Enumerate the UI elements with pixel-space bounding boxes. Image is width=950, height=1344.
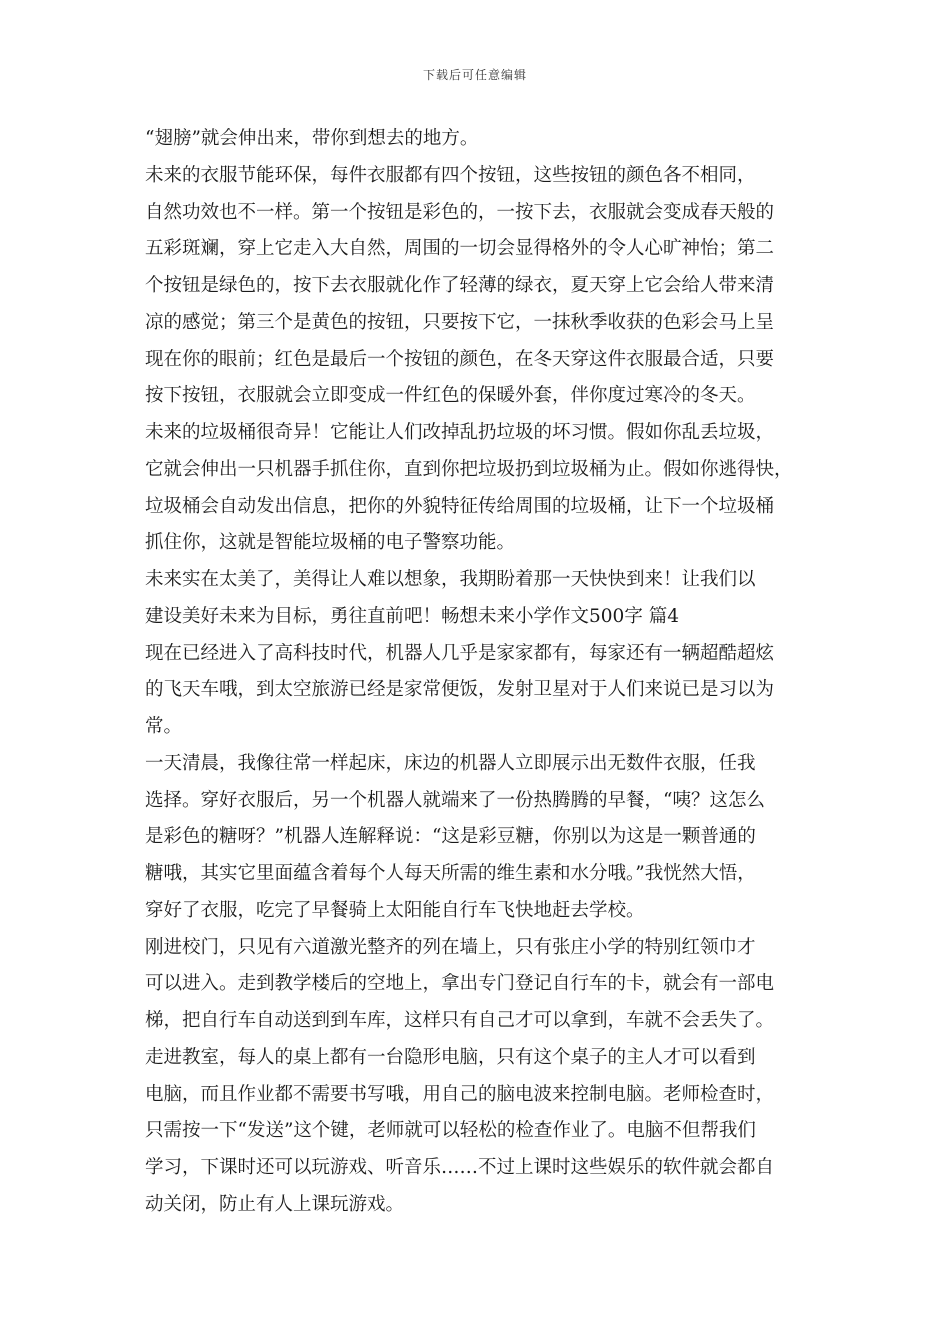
text-line: 的飞天车哦，到太空旅游已经是家常便饭，发射卫星对于人们来说已是习以为 xyxy=(145,679,775,701)
text-line: 个按钮是绿色的，按下去衣服就化作了轻薄的绿衣，夏天穿上它会给人带来清 xyxy=(145,275,775,296)
text-line: 梯，把自行车自动送到到车库，这样只有自己才可以拿到，车就不会丢失了。 xyxy=(145,1010,775,1031)
text-line: 未来实在太美了，美得让人难以想象，我期盼着那一天快快到来！让我们以 xyxy=(145,569,756,590)
text-line: 可以进入。走到教学楼后的空地上，拿出专门登记自行车的卡，就会有一部电 xyxy=(145,973,775,995)
text-line: 抓住你，这就是智能垃圾桶的电子警察功能。 xyxy=(145,532,516,554)
text-line: 常。 xyxy=(145,716,183,737)
text-line: 穿好了衣服，吃完了早餐骑上太阳能自行车飞快地赶去学校。 xyxy=(145,899,645,921)
text-line: 它就会伸出一只机器手抓住你，直到你把垃圾扔到垃圾桶为止。假如你逃得快， xyxy=(145,458,793,480)
text-line: 自然功效也不一样。第一个按钮是彩色的，一按下去，衣服就会变成春天般的 xyxy=(145,201,775,223)
text-line: 糖哦，其实它里面蕴含着每个人每天所需的维生素和水分哦。”我恍然大悟， xyxy=(145,863,756,884)
text-line: 按下按钮，衣服就会立即变成一件红色的保暖外套，伴你度过寒冷的冬天。 xyxy=(145,385,756,407)
text-line: 现在你的眼前；红色是最后一个按钮的颜色，在冬天穿这件衣服最合适，只要 xyxy=(145,348,775,370)
text-line: “翅膀”就会伸出来，带你到想去的地方。 xyxy=(145,128,479,149)
text-line: 一天清晨，我像往常一样起床，床边的机器人立即展示出无数件衣服，任我 xyxy=(145,752,756,774)
text-line: 五彩斑斓，穿上它走入大自然，周围的一切会显得格外的令人心旷神怡；第二 xyxy=(145,238,775,260)
text-line: 未来的垃圾桶很奇异！它能让人们改掉乱扔垃圾的坏习惯。假如你乱丢垃圾， xyxy=(145,422,775,443)
text-line: 未来的衣服节能环保，每件衣服都有四个按钮，这些按钮的颜色各不相同， xyxy=(145,164,756,186)
text-line: 电脑，而且作业都不需要书写哦，用自己的脑电波来控制电脑。老师检查时， xyxy=(145,1083,775,1105)
text-line: 选择。穿好衣服后，另一个机器人就端来了一份热腾腾的早餐，“咦？这怎么 xyxy=(145,789,765,811)
text-line: 建设美好未来为目标，勇往直前吧！畅想未来小学作文500字 篇4 xyxy=(145,605,679,627)
text-line: 垃圾桶会自动发出信息，把你的外貌特征传给周围的垃圾桶，让下一个垃圾桶 xyxy=(145,495,775,517)
text-line: 走进教室，每人的桌上都有一台隐形电脑，只有这个桌子的主人才可以看到 xyxy=(145,1046,756,1068)
text-line: 动关闭，防止有人上课玩游戏。 xyxy=(145,1193,405,1215)
text-line: 学习，下课时还可以玩游戏、听音乐……不过上课时这些娱乐的软件就会都自 xyxy=(145,1157,775,1178)
text-line: 凉的感觉；第三个是黄色的按钮，只要按下它，一抹秋季收获的色彩会马上呈 xyxy=(145,311,775,333)
text-line: 只需按一下“发送”这个键，老师就可以轻松的检查作业了。电脑不但帮我们 xyxy=(145,1120,756,1142)
text-line: 现在已经进入了高科技时代，机器人几乎是家家都有，每家还有一辆超酷超炫 xyxy=(145,642,775,664)
text-line: 刚进校门，只见有六道激光整齐的列在墙上，只有张庄小学的特别红领巾才 xyxy=(145,936,756,958)
page-header: 下载后可任意编辑 xyxy=(422,68,527,82)
text-line: 是彩色的糖呀？”机器人连解释说：“这是彩豆糖，你别以为这是一颗普通的 xyxy=(145,826,756,848)
